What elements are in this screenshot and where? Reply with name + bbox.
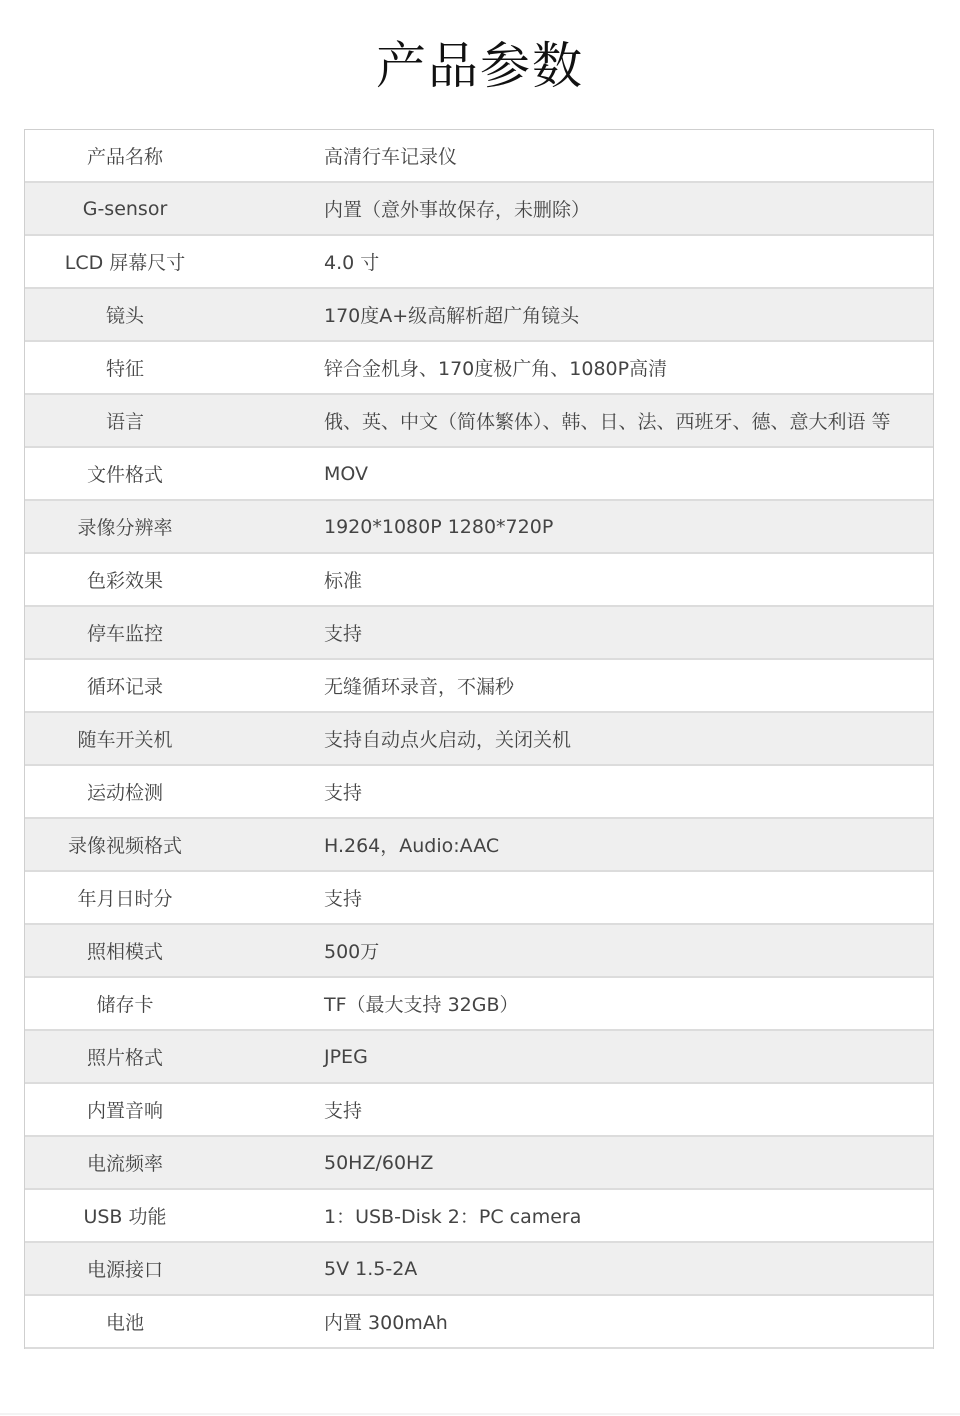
spec-value: 锌合金机身、170度极广角、1080P高清 xyxy=(324,358,668,380)
spec-value: 170度A+级高解析超广角镜头 xyxy=(324,305,580,327)
spec-label: 电源接口 xyxy=(86,1259,163,1281)
spec-row-speaker xyxy=(25,1084,933,1137)
spec-value: 无缝循环录音，不漏秒 xyxy=(324,676,515,698)
spec-label: 录像视频格式 xyxy=(67,835,182,857)
spec-label: 特征 xyxy=(105,358,144,380)
spec-label: 录像分辨率 xyxy=(77,517,173,539)
spec-value: 1920*1080P 1280*720P xyxy=(324,515,554,538)
spec-row-color-effect xyxy=(25,554,933,607)
spec-value: 支持 xyxy=(324,1100,363,1122)
spec-label: 产品名称 xyxy=(86,146,163,168)
spec-row-motion-detection xyxy=(25,766,933,819)
spec-label: 文件格式 xyxy=(86,464,163,486)
spec-value: 内置（意外事故保存，未删除） xyxy=(324,199,591,221)
spec-value: 50HZ/60HZ xyxy=(324,1151,434,1174)
spec-row-lcd-size xyxy=(25,236,933,289)
spec-value: 支持 xyxy=(324,888,363,910)
spec-row-power-input xyxy=(25,1243,933,1296)
spec-label: USB 功能 xyxy=(83,1206,167,1228)
spec-label: 储存卡 xyxy=(96,994,154,1016)
spec-row-resolution xyxy=(25,501,933,554)
spec-value: TF（最大支持 32GB） xyxy=(324,994,519,1016)
spec-row-photo-mode xyxy=(25,925,933,978)
spec-value: 5V 1.5-2A xyxy=(324,1257,418,1280)
bottom-divider xyxy=(0,1413,960,1415)
spec-label: 停车监控 xyxy=(86,623,163,645)
spec-row-language xyxy=(25,395,933,448)
spec-row-loop-recording xyxy=(25,660,933,713)
spec-row-g-sensor xyxy=(25,183,933,236)
spec-value: 高清行车记录仪 xyxy=(324,146,458,168)
spec-row-battery xyxy=(25,1296,933,1349)
spec-label: LCD 屏幕尺寸 xyxy=(64,252,186,274)
spec-value: 4.0 寸 xyxy=(324,252,380,274)
spec-row-lens xyxy=(25,289,933,342)
spec-label: 内置音响 xyxy=(86,1100,163,1122)
spec-row-storage-card xyxy=(25,978,933,1031)
spec-label: 镜头 xyxy=(105,305,144,327)
spec-value: 支持 xyxy=(324,782,363,804)
spec-label: 运动检测 xyxy=(86,782,163,804)
spec-value: 俄、英、中文（简体繁体）、韩、日、法、西班牙、德、意大利语 等 xyxy=(324,411,891,433)
spec-label: 随车开关机 xyxy=(77,729,173,751)
spec-row-features xyxy=(25,342,933,395)
spec-row-video-format xyxy=(25,819,933,872)
spec-label: 电池 xyxy=(105,1312,144,1334)
spec-value: MOV xyxy=(324,462,369,485)
spec-label: 电流频率 xyxy=(86,1153,163,1175)
spec-row-parking-monitor xyxy=(25,607,933,660)
page-title: 产品参数 xyxy=(376,37,584,95)
spec-label: G-sensor xyxy=(82,197,168,220)
spec-value: JPEG xyxy=(324,1045,368,1068)
spec-label: 照相模式 xyxy=(86,941,163,963)
spec-row-usb-function xyxy=(25,1190,933,1243)
spec-row-auto-power xyxy=(25,713,933,766)
spec-row-product-name xyxy=(25,130,933,183)
spec-value: 500万 xyxy=(324,941,380,963)
spec-label: 年月日时分 xyxy=(77,888,173,910)
spec-value: H.264，Audio:AAC xyxy=(324,835,500,857)
spec-row-file-format xyxy=(25,448,933,501)
spec-value: 支持自动点火启动，关闭关机 xyxy=(324,729,572,751)
spec-value: 支持 xyxy=(324,623,363,645)
spec-label: 循环记录 xyxy=(86,676,163,698)
spec-value: 内置 300mAh xyxy=(324,1312,448,1334)
spec-row-date-time xyxy=(25,872,933,925)
spec-row-photo-format xyxy=(25,1031,933,1084)
spec-label: 语言 xyxy=(105,411,144,433)
spec-label: 色彩效果 xyxy=(86,570,163,592)
spec-value: 1：USB-Disk 2：PC camera xyxy=(324,1206,582,1228)
spec-value: 标准 xyxy=(324,570,363,592)
spec-table xyxy=(24,129,934,1349)
spec-label: 照片格式 xyxy=(86,1047,163,1069)
spec-row-frequency xyxy=(25,1137,933,1190)
